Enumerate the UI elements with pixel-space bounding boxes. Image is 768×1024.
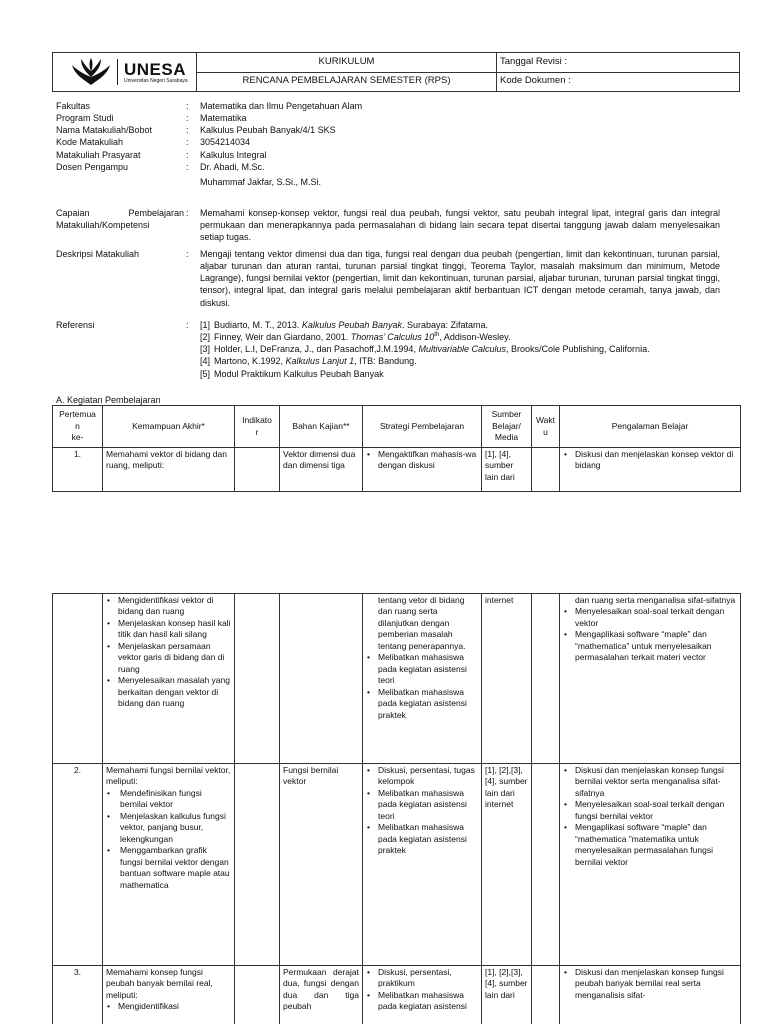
strategi-cell: tentang vetor di bidang dan ruang serta dilanjutkan dengan pemberian masalah tentang penerapannya. • Melibatkan mahasiswa pada kegiatan asistensi teori • Melibatkan mahasiswa pada kegiatan asistensi praktek <box>363 594 482 764</box>
pengalaman-cell: • Diskusi dan menjelaskan konsep vektor di bidang <box>560 448 741 492</box>
tanggal-revisi: Tanggal Revisi : <box>497 53 740 73</box>
row-number <box>53 594 103 764</box>
deskripsi-label: Deskripsi Matakuliah <box>56 249 140 259</box>
info-value: Dr. Abadi, M.Sc. <box>200 161 265 172</box>
doc-title-kurikulum: KURIKULUM <box>197 53 497 73</box>
pengalaman-cell: dan ruang serta menganalisa sifat-sifatnya • Menyelesaikan soal-soal terkait dengan vektor • Mengaplikasi software “maple” dan “mathematica” untuk menyelesaikan permasalahan terkait materi vector <box>560 594 741 764</box>
dosen-second: Muhammaf Jakfar, S.Si., M.Si. <box>200 176 322 187</box>
activity-table-continued <box>52 593 741 1024</box>
info-colon: : <box>186 113 189 124</box>
capaian-label: Capaian <box>56 208 90 218</box>
pengalaman-cell: • Diskusi dan menjelaskan konsep fungsi bernilai vektor serta menganalisa sifat-sifatnya • Menyelesaikan soal-soal terkait dengan fungsi bernilai vektor • Mengaplikasi software “maple” dan “mathematica ”matematika untuk menyelesaikan permasalahan fungsi bernilai vektor <box>560 764 741 966</box>
waktu-cell <box>532 448 560 492</box>
capaian-label-b: Pembelajaran <box>128 208 184 218</box>
indikator-cell <box>235 966 280 1024</box>
indikator-cell <box>235 448 280 492</box>
referensi-item: [2] Finney, Weir dan Giardano, 2001. Thomas’ Calculus 10th, Addison-Wesley. <box>200 332 511 343</box>
bahan-cell <box>280 594 363 764</box>
th-kemampuan: Kemampuan Akhir* <box>103 406 235 448</box>
bahan-cell: Fungsi bernilai vektor <box>280 764 363 966</box>
th-sumber: Sumber Belajar/ Media <box>482 406 532 448</box>
info-label: Matakuliah Prasyarat <box>56 149 141 160</box>
info-row <box>56 124 720 136</box>
info-colon: : <box>186 320 189 330</box>
row-number: 2. <box>53 764 103 966</box>
info-colon: : <box>186 249 189 259</box>
course-info <box>56 100 720 188</box>
info-colon: : <box>186 208 189 218</box>
deskripsi-block <box>56 248 720 309</box>
capaian-label-2: Matakuliah/Kompetensi <box>56 220 150 231</box>
waktu-cell <box>532 764 560 966</box>
referensi-label: Referensi <box>56 320 95 330</box>
info-row <box>56 176 720 188</box>
info-value: Kalkulus Integral <box>200 149 267 160</box>
th-pengalaman: Pengalaman Belajar <box>560 406 741 448</box>
indikator-cell <box>235 764 280 966</box>
info-colon: : <box>186 101 189 111</box>
document-header <box>52 52 740 92</box>
kemampuan-cell: Memahami konsep fungsi peubah banyak bernilai real, meliputi: • Mengidentifikasi <box>103 966 235 1024</box>
table-row <box>53 764 741 966</box>
info-colon: : <box>186 161 189 172</box>
th-pertemuan: Pertemua n ke- <box>53 406 103 448</box>
strategi-cell: • Diskusi, persentasi, praktikum • Melibatkan mahasiswa pada kegiatan asistensi <box>363 966 482 1024</box>
referensi-item: [1] Budiarto, M. T., 2013. Kalkulus Peubah Banyak. Surabaya: Zifatama. <box>200 320 489 330</box>
info-label: Dosen Pengampu <box>56 161 129 172</box>
info-colon: : <box>186 125 189 136</box>
referensi-list <box>200 319 720 380</box>
capaian-value: Memahami konsep-konsep vektor, fungsi real dua peubah, fungsi vektor, satu peubah integral lipat, integral garis dan integral permukaan dan menerapkannya pada permasalahan di bidang lain secara tepat disertai tanggung jawab dalam menyelesaikan setiap tugas. <box>200 208 720 243</box>
strategi-cell: • Mengaktifkan mahasis-wa dengan diskusi <box>363 448 482 492</box>
info-row <box>56 149 720 161</box>
th-strategi: Strategi Pembelajaran <box>363 406 482 448</box>
sumber-cell: internet <box>482 594 532 764</box>
capaian-block <box>56 207 720 243</box>
sumber-cell: [1], [4], sumber lain dari <box>482 448 532 492</box>
th-bahan: Bahan Kajian** <box>280 406 363 448</box>
referensi-item: [3] Holder, L.I, DeFranza, J., dan Pasachoff,J.M.1994, Multivariable Calculus, Brooks/Cole Publishing, California. <box>200 344 650 355</box>
info-colon: : <box>186 149 189 160</box>
deskripsi-value: Mengaji tentang vektor dimensi dua dan tiga, fungsi real dengan dua peubah (pengertian, limit dan kekontinuan, turunan parsial, aljabar turunan dan aturan rantai, turunan parsial tingkat tinggi, Teorema Taylor, masalah maksimum dan minimum, Metode Lagrange), fungsi bernilai vektor (pengertian, limit dan kekontinuan, turunan parsial, aljabar turunan, turunan parsial tingkat tinggi, tensor), integral lipat, dan integral garis melalui pembelajaran aktif berbantuan ICT dengan metode ceramah, tanya jawab, dan diskusi. <box>200 249 720 308</box>
info-label: Kode Matakuliah <box>56 137 124 148</box>
info-row <box>56 161 720 173</box>
referensi-block <box>56 319 720 380</box>
info-label: Program Studi <box>56 113 114 124</box>
row-number: 1. <box>53 448 103 492</box>
info-colon: : <box>186 137 189 148</box>
unesa-emblem-icon <box>69 57 113 87</box>
bahan-cell: Vektor dimensi dua dan dimensi tiga <box>280 448 363 492</box>
info-value: 3054214034 <box>200 137 251 148</box>
info-label: Nama Matakuliah/Bobot <box>56 125 153 136</box>
table-row <box>53 966 741 1024</box>
th-indikator: Indikato r <box>235 406 280 448</box>
referensi-item: [5] Modul Praktikum Kalkulus Peubah Banyak <box>200 368 384 379</box>
table-row <box>53 594 741 764</box>
bahan-cell: Permukaan derajat dua, fungsi dengan dua dan tiga peubah <box>280 966 363 1024</box>
row-number: 3. <box>53 966 103 1024</box>
info-row <box>56 112 720 124</box>
kemampuan-cell: Memahami vektor di bidang dan ruang, meliputi: <box>103 448 235 492</box>
activity-table <box>52 405 741 492</box>
sumber-cell: [1], [2],[3], [4], sumber lain dari internet <box>482 764 532 966</box>
kemampuan-cell: Memahami fungsi bernilai vektor, meliputi: • Mendefinisikan fungsi bernilai vektor • Menjelaskan kalkulus fungsi vektor, panjang busur, lekengkungan • Menggambarkan grafik fungsi bernilai vektor dengan bantuan software maple atau mathematica <box>103 764 235 966</box>
sumber-cell: [1], [2],[3], [4], sumber lain dari <box>482 966 532 1024</box>
logo-subtext: Universitas Negeri Surabaya <box>124 77 188 84</box>
kode-dokumen: Kode Dokumen : <box>497 72 740 92</box>
th-waktu: Wakt u <box>532 406 560 448</box>
info-row <box>56 136 720 148</box>
section-title: A. Kegiatan Pembelajaran <box>56 395 161 405</box>
strategi-cell: • Diskusi, persentasi, tugas kelompok • Melibatkan mahasiswa pada kegiatan asistensi teori • Melibatkan mahasiswa pada kegiatan asistensi praktek <box>363 764 482 966</box>
info-value: Kalkulus Peubah Banyak/4/1 SKS <box>200 125 336 136</box>
pengalaman-cell: • Diskusi dan menjelaskan konsep fungsi peubah banyak bernilai real serta menganalisis sifat- <box>560 966 741 1024</box>
table-header-row <box>53 406 741 448</box>
table-row <box>53 448 741 492</box>
info-value: Matematika dan Ilmu Pengetahuan Alam <box>200 101 363 111</box>
doc-title-rps: RENCANA PEMBELAJARAN SEMESTER (RPS) <box>197 72 497 92</box>
kemampuan-cell: • Mengidentifikasi vektor di bidang dan ruang • Menjelaskan konsep hasil kali titik dan hasil kali silang • Menjelaskan persamaan vektor garis di bidang dan di ruang • Menyelesaikan masalah yang berkaitan dengan vektor di bidang dan ruang <box>103 594 235 764</box>
waktu-cell <box>532 966 560 1024</box>
unesa-logo <box>53 53 196 91</box>
referensi-item: [4] Martono, K.1992, Kalkulus Lanjut 1, ITB: Bandung. <box>200 356 417 367</box>
indikator-cell <box>235 594 280 764</box>
info-row <box>56 100 720 112</box>
logo-text: UNESA <box>124 59 187 79</box>
logo-cell <box>53 53 197 92</box>
waktu-cell <box>532 594 560 764</box>
info-label: Fakultas <box>56 101 91 111</box>
info-value: Matematika <box>200 113 247 124</box>
